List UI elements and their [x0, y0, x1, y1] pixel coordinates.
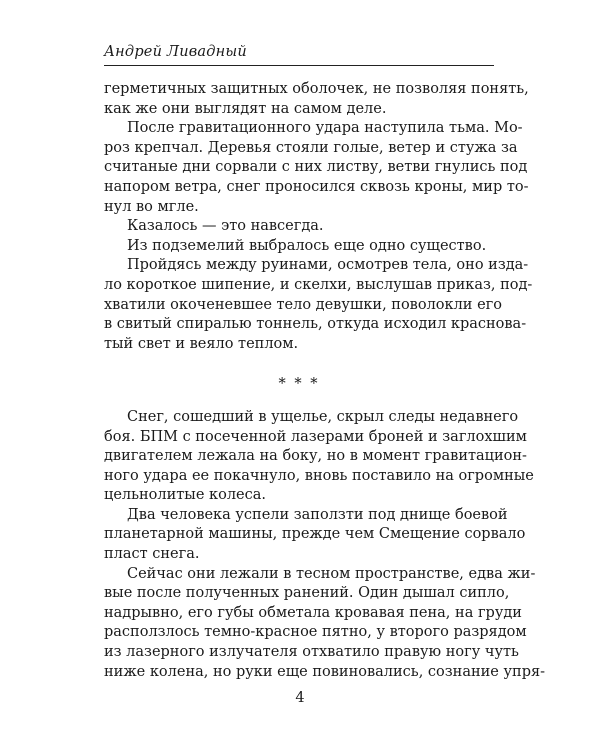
text-line: Снег, сошедший в ущелье, скрыл следы недавнего: [127, 408, 519, 425]
text-line: Из подземелий выбралось еще одно существо.: [127, 237, 487, 254]
text-line: двигателем лежала на боку, но в момент гравитацион-: [104, 448, 527, 465]
text-line: как же они выглядят на самом деле.: [104, 100, 387, 117]
running-header-author: Андрей Ливадный: [104, 44, 247, 60]
text-line: Два человека успели заползти под днище боевой: [127, 506, 508, 523]
text-line: в свитый спиралью тоннель, откуда исходил краснова-: [104, 316, 527, 333]
header-rule: [104, 65, 494, 66]
text-line: После гравитационного удара наступила тьма. Мо-: [127, 120, 523, 137]
text-line: цельнолитые колеса.: [104, 487, 266, 504]
page-number: 4: [295, 690, 305, 706]
text-line: нул во мгле.: [104, 198, 199, 215]
text-line: герметичных защитных оболочек, не позволяя понять,: [104, 81, 529, 97]
body-text: [104, 80, 546, 682]
text-line: роз крепчал. Деревья стояли голые, ветер и стужа за: [104, 139, 518, 156]
text-line: считаные дни сорвали с них листву, ветви гнулись под: [104, 159, 528, 176]
text-line: из лазерного излучателя отхватило правую ногу чуть: [104, 644, 519, 661]
text-line: надрывно, его губы обметала кровавая пена, на груди: [104, 604, 522, 621]
section-separator: * * *: [278, 376, 320, 393]
text-line: Сейчас они лежали в тесном пространстве, едва жи-: [127, 565, 536, 582]
text-line: вые после полученных ранений. Один дышал сипло,: [104, 585, 510, 602]
text-line: планетарной машины, прежде чем Смещение сорвало: [104, 526, 526, 543]
text-line: ло короткое шипение, и скелхи, выслушав приказ, под-: [104, 276, 533, 293]
text-line: ниже колена, но руки еще повиновались, сознание упря-: [104, 663, 546, 680]
text-line: расползлось темно-красное пятно, у второго разрядом: [104, 624, 527, 641]
text-line: Пройдясь между руинами, осмотрев тела, оно изда-: [127, 257, 529, 274]
text-line: напором ветра, снег проносился сквозь кроны, мир то-: [104, 178, 529, 195]
text-line: хватили окоченевшее тело девушки, поволокли его: [104, 296, 502, 313]
text-line: ного удара ее покачнуло, вновь поставило на огромные: [104, 467, 534, 484]
section-gap: [104, 354, 494, 367]
text-line: пласт снега.: [104, 546, 200, 563]
text-line: тый свет и веяло теплом.: [104, 335, 299, 352]
text-line: боя. БПМ с посеченной лазерами броней и заглохшим: [104, 428, 527, 445]
text-line: Казалось — это навсегда.: [127, 218, 324, 235]
